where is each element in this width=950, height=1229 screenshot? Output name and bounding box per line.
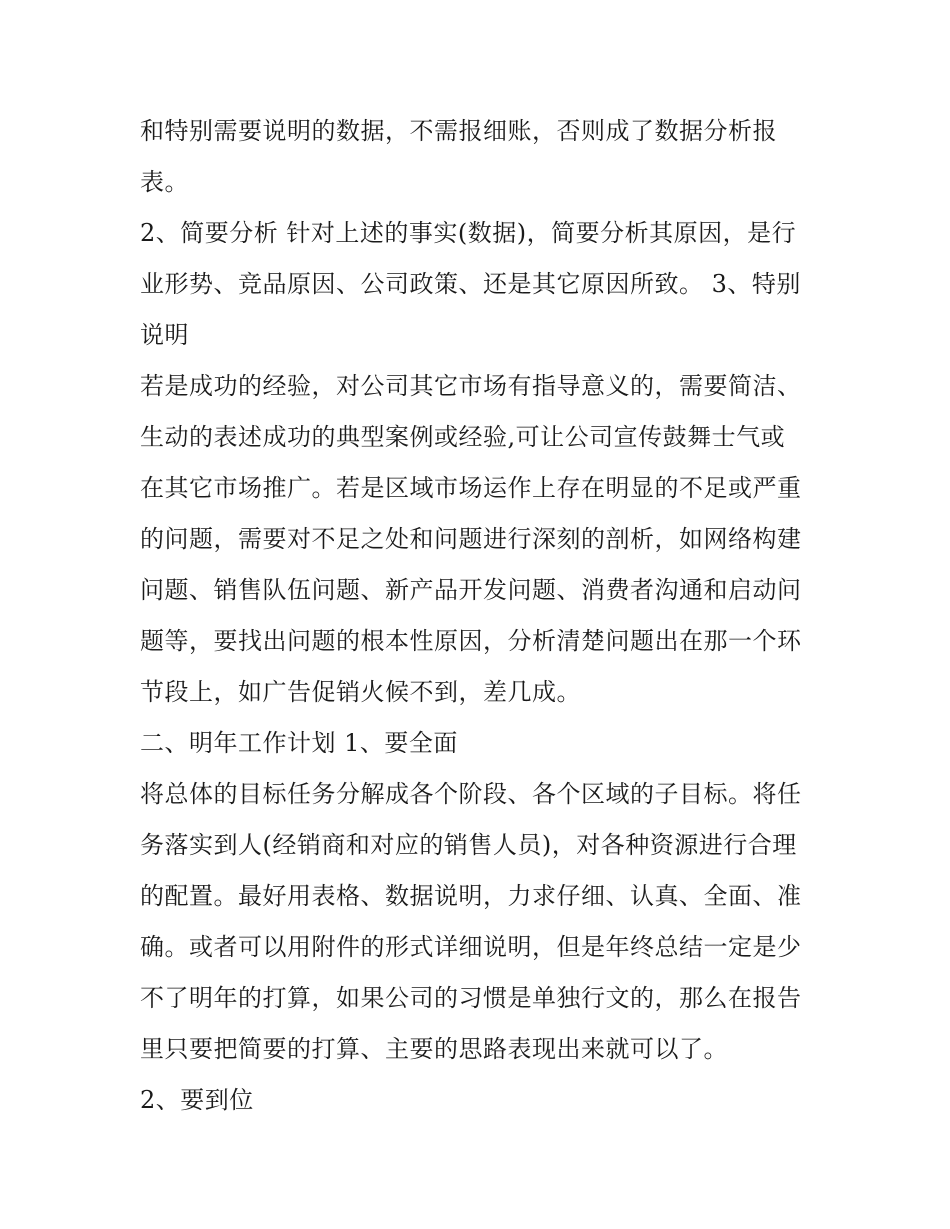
subsection-heading: 2、要到位 (140, 1086, 254, 1114)
text-line: 若是成功的经验，对公司其它市场有指导意义的，需要简洁、 (140, 372, 802, 400)
text-line: 说明 (140, 321, 189, 349)
text-line: 在其它市场推广。若是区域市场运作上存在明显的不足或严重 (140, 474, 802, 502)
document-body (140, 106, 820, 1126)
text-line: 的配置。最好用表格、数据说明，力求仔细、认真、全面、准 (140, 882, 802, 910)
text-line: 节段上，如广告促销火候不到，差几成。 (140, 678, 581, 706)
text-line: 业形势、竞品原因、公司政策、还是其它原因所致。 3、特别 (140, 270, 801, 298)
text-line: 的问题，需要对不足之处和问题进行深刻的剖析，如网络构建 (140, 525, 802, 553)
text-line: 里只要把简要的打算、主要的思路表现出来就可以了。 (140, 1035, 728, 1063)
text-line: 生动的表述成功的典型案例或经验,可让公司宣传鼓舞士气或 (140, 423, 786, 451)
text-line: 2、简要分析 针对上述的事实(数据)，简要分析其原因，是行 (140, 219, 797, 247)
text-line: 务落实到人(经销商和对应的销售人员)，对各种资源进行合理 (140, 831, 797, 859)
text-line: 题等，要找出问题的根本性原因，分析清楚问题出在那一个环 (140, 627, 802, 655)
text-line: 和特别需要说明的数据，不需报细账，否则成了数据分析报 (140, 117, 777, 145)
text-line: 将总体的目标任务分解成各个阶段、各个区域的子目标。将任 (140, 780, 802, 808)
section-heading: 二、明年工作计划 1、要全面 (140, 729, 458, 757)
text-line: 确。或者可以用附件的形式详细说明，但是年终总结一定是少 (140, 933, 802, 961)
text-line: 表。 (140, 168, 189, 196)
text-line: 问题、销售队伍问题、新产品开发问题、消费者沟通和启动问 (140, 576, 802, 604)
text-line: 不了明年的打算，如果公司的习惯是单独行文的，那么在报告 (140, 984, 802, 1012)
